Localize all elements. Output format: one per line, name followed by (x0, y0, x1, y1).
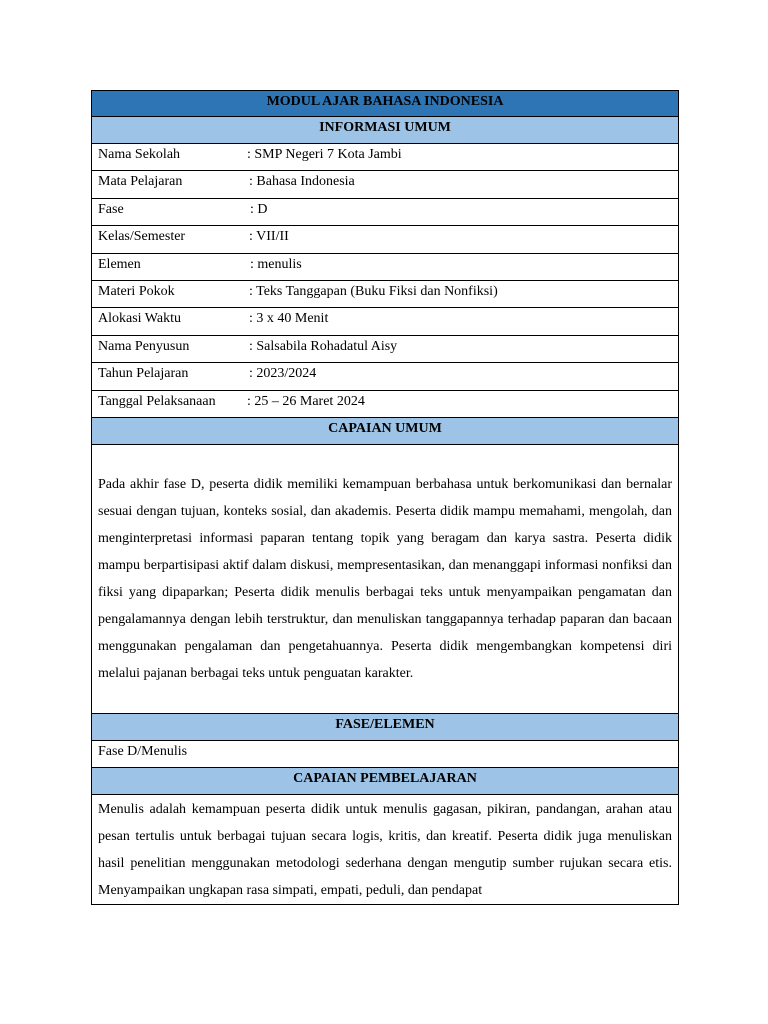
info-row-tahun-pelajaran (91, 363, 679, 390)
section-heading-fase-elemen: FASE/ELEMEN (91, 714, 679, 741)
info-row-kelas-semester (91, 226, 679, 253)
info-value: : menulis (250, 256, 302, 272)
section-heading-capaian-umum: CAPAIAN UMUM (91, 418, 679, 445)
info-value: : 3 x 40 Menit (249, 311, 329, 327)
info-row-alokasi-waktu (91, 308, 679, 335)
info-row-materi-pokok (91, 281, 679, 308)
capaian-pembelajaran-paragraph: Menulis adalah kemampuan peserta didik untuk menulis gagasan, pikiran, pandangan, arahan atau pesan tertulis untuk berbagai tujuan secara logis, kritis, dan kreatif. Peserta didik juga menuliskan hasil penelitian menggunakan metodologi sederhana dengan mengutip sumber rujukan secara etis. Menyampaikan ungkapan rasa simpati, empati, peduli, dan pendapat (91, 795, 679, 905)
info-row-nama-sekolah (91, 144, 679, 171)
info-label: Alokasi Waktu (98, 311, 181, 327)
info-row-fase (91, 199, 679, 226)
info-row-nama-penyusun (91, 336, 679, 363)
info-value: : Bahasa Indonesia (249, 174, 355, 190)
info-label: Mata Pelajaran (98, 174, 183, 190)
info-label: Kelas/Semester (98, 229, 186, 245)
info-label: Nama Sekolah (98, 147, 181, 162)
capaian-umum-paragraph: Pada akhir fase D, peserta didik memiliki kemampuan berbahasa untuk berkomunikasi dan bernalar sesuai dengan tujuan, konteks sosial, dan akademis. Peserta didik mampu memahami, mengolah, dan menginterpretasi informasi paparan tentang topik yang beragam dan karya sastra. Peserta didik mampu berpartisipasi aktif dalam diskusi, mempresentasikan, dan menanggapi informasi nonfiksi dan fiksi yang dipaparkan; Peserta didik menulis berbagai teks untuk menyampaikan pengamatan dan pengalamannya dengan lebih terstruktur, dan menuliskan tanggapannya terhadap paparan dan bacaan menggunakan pengalaman dan pengetahuannya. Peserta didik mengembangkan kompetensi diri melalui pajanan berbagai teks untuk penguatan karakter. (91, 445, 679, 714)
info-value: : VII/II (249, 229, 289, 245)
info-value: : 2023/2024 (249, 366, 317, 382)
info-label: Elemen (98, 256, 141, 272)
section-heading-informasi-umum: INFORMASI UMUM (91, 117, 679, 144)
info-label: Nama Penyusun (98, 338, 190, 354)
info-value: : 25 – 26 Maret 2024 (247, 393, 365, 409)
info-label: Tahun Pelajaran (98, 366, 189, 382)
fase-elemen-value: Fase D/Menulis (91, 741, 679, 768)
info-value: : Teks Tanggapan (Buku Fiksi dan Nonfiksi) (249, 283, 498, 299)
info-row-elemen (91, 254, 679, 281)
info-row-tanggal-pelaksanaan (91, 391, 679, 418)
info-label: Tanggal Pelaksanaan (98, 393, 216, 409)
info-label: Materi Pokok (98, 283, 175, 299)
info-label: Fase (98, 201, 124, 217)
info-value: : D (250, 201, 268, 217)
module-table (91, 90, 679, 905)
info-value: : SMP Negeri 7 Kota Jambi (247, 147, 402, 162)
section-heading-capaian-pembelajaran: CAPAIAN PEMBELAJARAN (91, 768, 679, 795)
info-value: : Salsabila Rohadatul Aisy (249, 338, 398, 354)
info-row-mata-pelajaran (91, 171, 679, 198)
module-title: MODUL AJAR BAHASA INDONESIA (91, 90, 679, 117)
